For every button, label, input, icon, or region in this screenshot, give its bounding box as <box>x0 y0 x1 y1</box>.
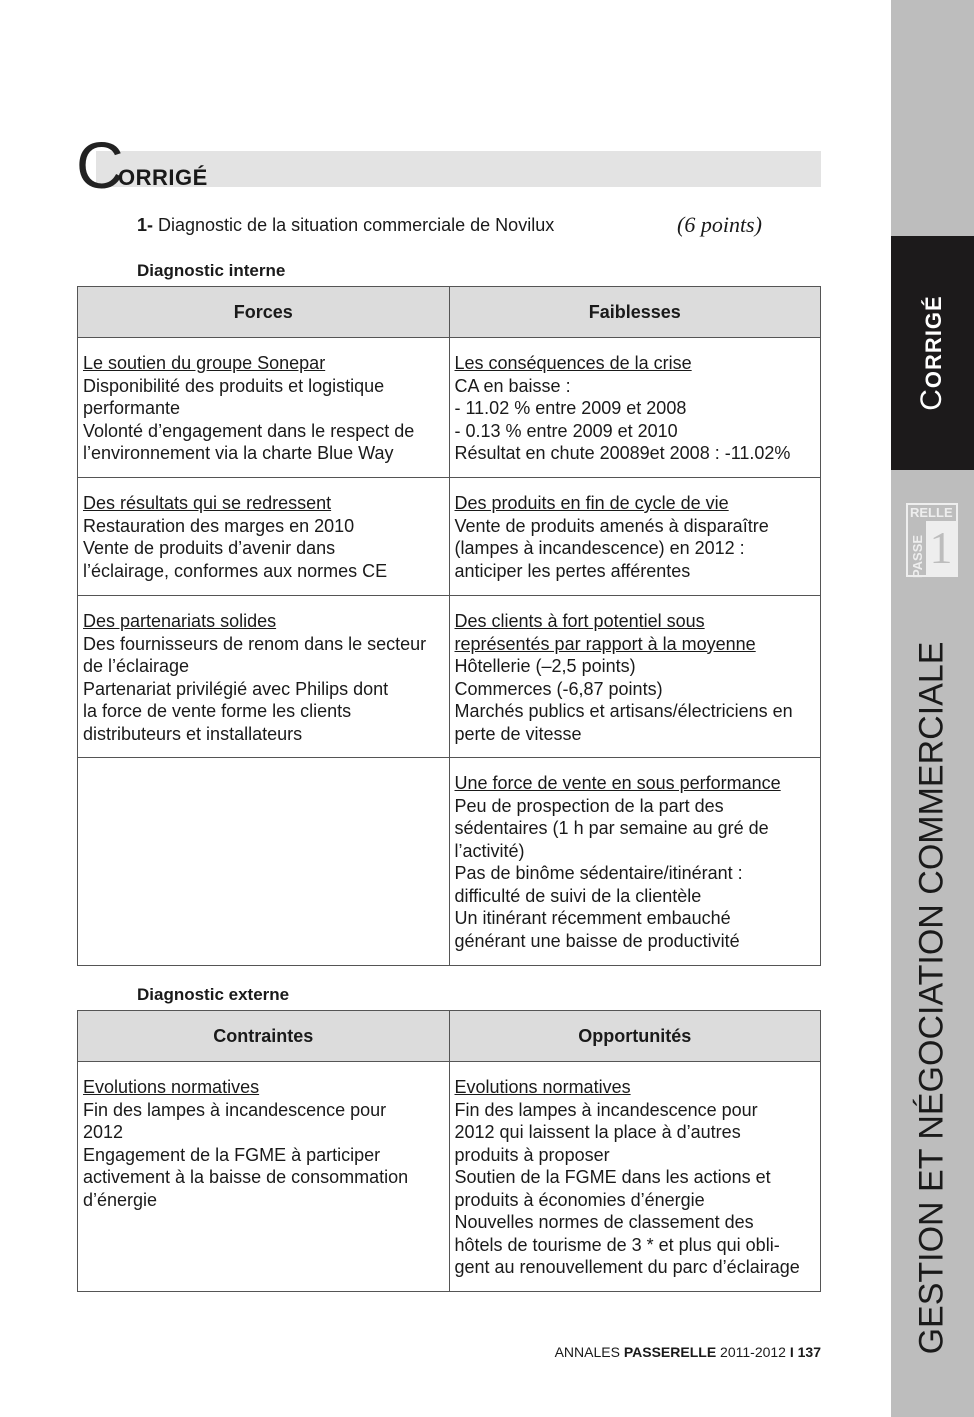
cell-title: Des produits en fin de cycle de vie <box>454 493 729 513</box>
cell-line: l’éclairage, conformes aux normes CE <box>83 560 388 581</box>
header-row <box>78 1011 821 1062</box>
cell-line: Un itinérant récemment embauché <box>454 908 731 928</box>
cell-line: l’activité) <box>454 840 525 861</box>
question-number: 1- <box>137 215 154 235</box>
cell-line: Hôtellerie (–2,5 points) <box>454 656 636 676</box>
footer-prefix: ANNALES <box>554 1344 624 1360</box>
title-initial: C <box>76 128 124 202</box>
table-row <box>78 596 821 758</box>
section-title: GESTION ET NÉGOCIATION COMMERCIALE <box>912 641 951 1355</box>
cell-line: Peu de prospection de la part des <box>454 795 724 816</box>
cell-line: produits à économies d’énergie <box>454 1189 705 1210</box>
cell-line: sédentaires (1 h par semaine au gré de <box>454 818 769 838</box>
page-title: ORRIGÉ <box>118 165 208 190</box>
table-cell <box>449 596 821 758</box>
table-cell <box>449 758 821 966</box>
column-header: Opportunités <box>449 1011 821 1062</box>
footer <box>555 1344 821 1360</box>
cell-line: (lampes à incandescence) en 2012 : <box>454 538 745 558</box>
question-1 <box>137 215 554 236</box>
logo-number: 1 <box>926 521 956 575</box>
cell-line: Pas de binôme sédentaire/itinérant : <box>454 863 743 883</box>
cell-line: difficulté de suivi de la clientèle <box>454 885 702 906</box>
cell-line: perte de vitesse <box>454 723 582 744</box>
cell-line: Commerces (-6,87 points) <box>454 678 663 699</box>
footer-years: 2011-2012 <box>716 1344 790 1360</box>
sidebar-tab-label <box>915 295 949 410</box>
tab-text: ORRIGÉ <box>921 295 946 389</box>
cell-line: Vente de produits d’avenir dans <box>83 538 336 558</box>
table-cell <box>78 1062 450 1292</box>
table-cell <box>449 1062 821 1292</box>
cell-title: Des partenariats solides <box>83 611 277 631</box>
external-diagnostic-table <box>77 1010 821 1292</box>
cell-line: anticiper les pertes afférentes <box>454 560 691 581</box>
logo-side: PASSE <box>910 534 926 579</box>
cell-title-line: Des clients à fort potentiel sous <box>454 611 705 631</box>
cell-line: la force de vente forme les clients <box>83 701 352 721</box>
cell-title: Une force de vente en sous performance <box>454 773 781 793</box>
column-header: Forces <box>78 287 450 338</box>
cell-line: de l’éclairage <box>83 656 190 676</box>
cell-line: - 0.13 % entre 2009 et 2010 <box>454 420 678 441</box>
cell-title: Les conséquences de la crise <box>454 353 692 373</box>
cell-title: Le soutien du groupe Sonepar <box>83 353 326 373</box>
question-text: Diagnostic de la situation commerciale de Novilux <box>153 215 555 235</box>
internal-heading: Diagnostic interne <box>137 261 286 280</box>
cell-line: produits à proposer <box>454 1144 610 1165</box>
cell-line: gent au renouvellement du parc d’éclairage <box>454 1257 800 1277</box>
header-row <box>78 287 821 338</box>
cell-line: Fin des lampes à incandescence pour <box>83 1099 387 1120</box>
table-cell <box>78 478 450 596</box>
cell-line: Restauration des marges en 2010 <box>83 515 355 536</box>
column-header: Contraintes <box>78 1011 450 1062</box>
table-row <box>78 478 821 596</box>
cell-line: Soutien de la FGME dans les actions et <box>454 1167 771 1187</box>
cell-line: Engagement de la FGME à participer <box>83 1144 381 1165</box>
table-cell <box>78 758 450 966</box>
table-cell <box>78 596 450 758</box>
table-cell <box>78 338 450 478</box>
cell-line: hôtels de tourisme de 3 * et plus qui obli- <box>454 1234 780 1255</box>
cell-line: Volonté d’engagement dans le respect de <box>83 420 415 441</box>
cell-title: Evolutions normatives <box>454 1077 631 1097</box>
cell-line: Disponibilité des produits et logistique <box>83 375 385 396</box>
cell-line: 2012 <box>83 1122 124 1142</box>
cell-line: Fin des lampes à incandescence pour <box>454 1099 758 1120</box>
passerelle-logo <box>906 503 958 577</box>
table-row <box>78 338 821 478</box>
cell-line: d’énergie <box>83 1189 158 1210</box>
cell-line: Marchés publics et artisans/électriciens en <box>454 701 793 721</box>
internal-diagnostic-table <box>77 286 821 966</box>
tab-initial: C <box>915 388 948 411</box>
table-cell <box>449 338 821 478</box>
cell-title: Des résultats qui se redressent <box>83 493 332 513</box>
cell-line: Des fournisseurs de renom dans le secteur <box>83 633 427 654</box>
footer-brand: PASSERELLE <box>623 1344 717 1360</box>
cell-title-line: représentés par rapport à la moyenne <box>454 633 756 654</box>
cell-line: Nouvelles normes de classement des <box>454 1212 754 1232</box>
table-cell <box>449 478 821 596</box>
logo-top: RELLE <box>910 505 953 520</box>
cell-line: performante <box>83 398 181 418</box>
cell-title: Evolutions normatives <box>83 1077 260 1097</box>
cell-line: distributeurs et installateurs <box>83 723 303 744</box>
cell-line: l’environnement via la charte Blue Way <box>83 443 394 463</box>
cell-line: Résultat en chute 20089et 2008 : -11.02% <box>454 443 791 463</box>
cell-line: Partenariat privilégié avec Philips dont <box>83 678 389 699</box>
cell-line: activement à la baisse de consommation <box>83 1167 409 1187</box>
external-heading: Diagnostic externe <box>137 985 290 1004</box>
question-points: (6 points) <box>677 212 762 237</box>
page-number: 137 <box>797 1344 821 1360</box>
table-row <box>78 758 821 966</box>
cell-line: 2012 qui laissent la place à d’autres <box>454 1122 741 1142</box>
cell-line: CA en baisse : <box>454 375 571 396</box>
cell-line: générant une baisse de productivité <box>454 930 740 951</box>
column-header: Faiblesses <box>449 287 821 338</box>
table-row <box>78 1062 821 1292</box>
cell-line: - 11.02 % entre 2009 et 2008 <box>454 398 687 418</box>
cell-line: Vente de produits amenés à disparaître <box>454 515 769 536</box>
footer-separator: I <box>789 1344 794 1360</box>
